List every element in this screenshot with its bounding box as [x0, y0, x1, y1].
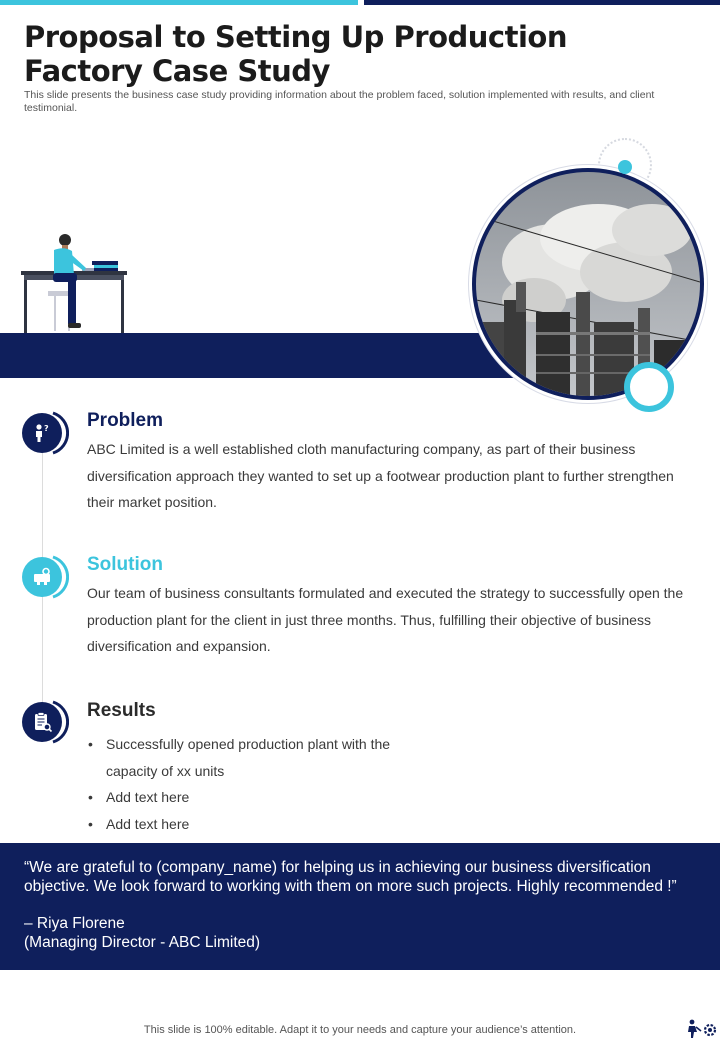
- page-subtitle: This slide presents the business case study providing information about the problem faced, solution implemented with results, and client testimonial.: [24, 89, 655, 114]
- cyan-ring-decoration: [624, 362, 674, 412]
- solution-arc-decoration: [47, 555, 69, 599]
- results-list-item: • Successfully opened production plant with the capacity of xx units: [87, 731, 427, 784]
- cyan-dot-decoration: [618, 160, 632, 174]
- problem-arc-decoration: [47, 411, 69, 455]
- top-accent-bar-dark: [364, 0, 720, 5]
- testimonial-role: (Managing Director - ABC Limited): [24, 934, 261, 951]
- factory-smokestack-photo: [476, 172, 700, 396]
- testimonial-quote: “We are grateful to (company_name) for helping us in achieving our business diversification objective. We look forward to working with them on more such projects. Highly recommended !”: [24, 859, 677, 895]
- results-list: [87, 731, 427, 837]
- problem-body: ABC Limited is a well established cloth manufacturing company, as part of their business diversification approach they wanted to set up a footwear production plant to further strengthen their market position.: [87, 441, 674, 510]
- solution-body: Our team of business consultants formulated and executed the strategy to successfully open the production plant for the client in just three months. Thus, fulfilling their objective of business diversification and expansion.: [87, 585, 684, 654]
- solution-heading: Solution: [87, 554, 163, 575]
- top-accent-bar-light: [0, 0, 358, 5]
- results-list-item: • Add text here: [87, 784, 427, 811]
- people-gear-logo-icon: [686, 1018, 718, 1040]
- footer-note: This slide is 100% editable. Adapt it to your needs and capture your audience’s attention.: [143, 1024, 577, 1036]
- results-heading: Results: [87, 700, 156, 721]
- problem-heading: Problem: [87, 410, 164, 431]
- navy-banner-band: [0, 333, 540, 378]
- testimonial-author: – Riya Florene: [24, 915, 125, 932]
- page-title: Proposal to Setting Up Production Factory Case Study: [24, 20, 567, 88]
- results-arc-decoration: [47, 700, 69, 744]
- results-list-item: • Add text here: [87, 811, 427, 838]
- person-at-desk-icon: [18, 228, 130, 341]
- testimonial-box: [0, 843, 720, 970]
- svg-text:?: ?: [44, 424, 49, 433]
